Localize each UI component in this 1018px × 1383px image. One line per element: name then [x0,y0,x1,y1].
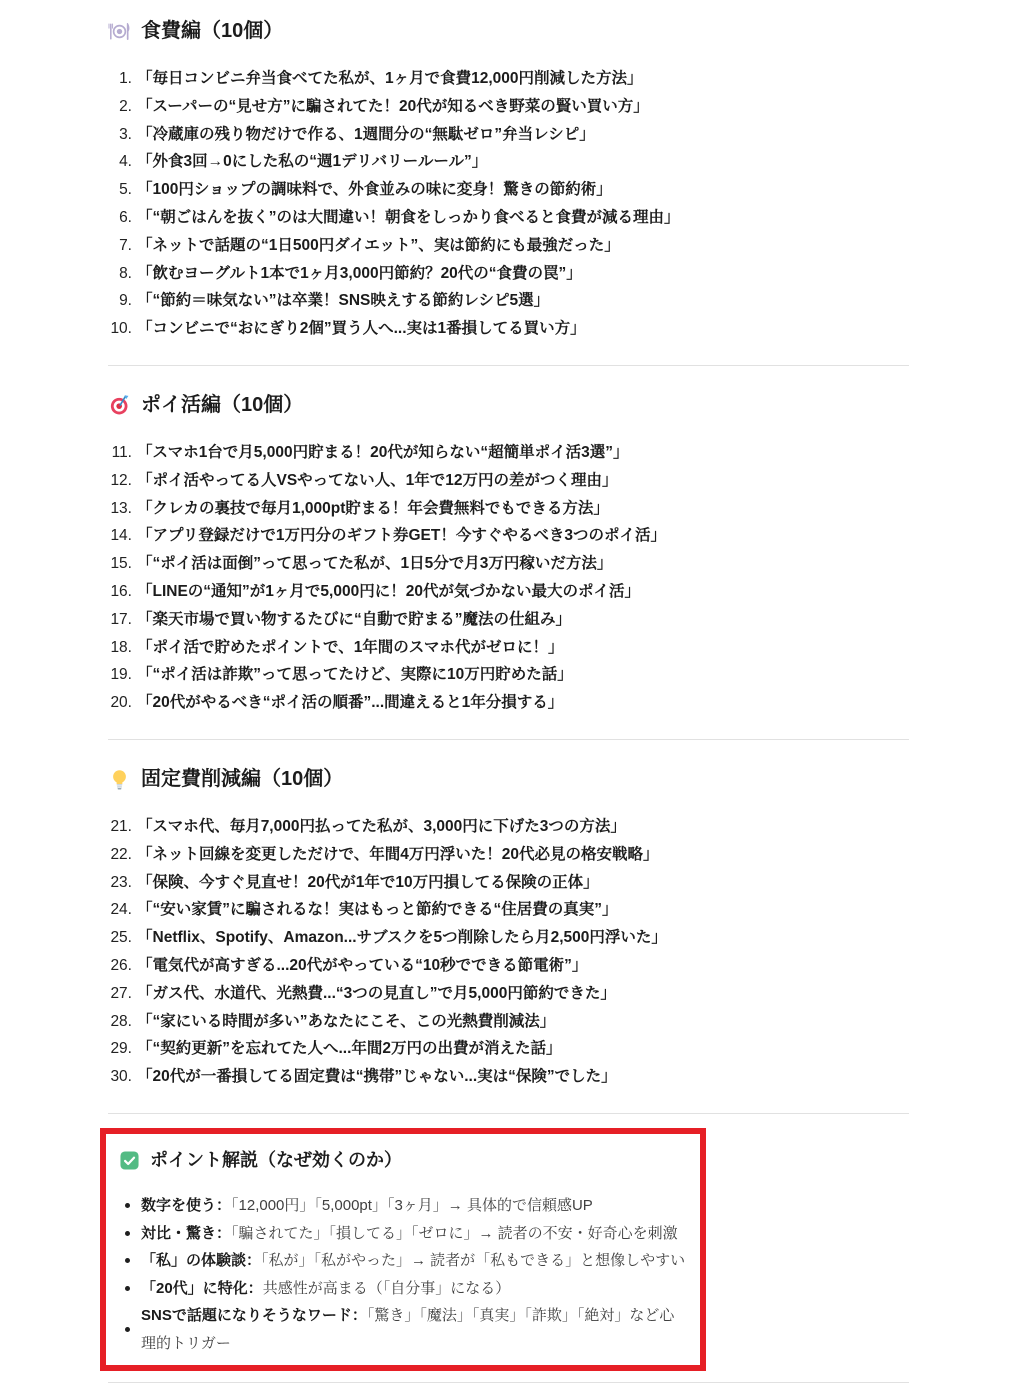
light-bulb-icon [108,768,131,791]
section-header [108,392,909,419]
item-text: 「ポイ活やってる人VSやってない人、1年で12万円の差がつく理由」 [137,471,618,489]
list-item [108,841,909,869]
fork-knife-plate-icon [108,20,131,43]
list-item [108,634,909,662]
item-text: 「電気代が高すぎる...20代がやっている“10秒でできる節電術”」 [137,956,588,974]
list-item [108,439,909,467]
list-item [108,148,909,176]
item-text: 「外食3回→0にした私の“週1デリバリールール”」 [137,153,488,171]
item-text: 「ネット回線を変更しただけで、年間4万円浮いた！20代必見の格安戦略」 [137,845,659,863]
list-item [108,1063,909,1091]
item-text: 「楽天市場で買い物するたびに“自動で貯まる”魔法の仕組み」 [137,610,572,628]
item-number: 19. [110,666,132,684]
highlight-header [119,1147,686,1174]
item-text: 「ポイ活で貯めたポイントで、1年間のスマホ代がゼロに！」 [137,638,564,656]
bullet-text: 「騙されてた」「損してる」「ゼロに」→ 読者の不安・好奇心を刺激 [231,1224,678,1242]
item-number: 1. [119,70,132,87]
item-number: 15. [110,555,132,573]
list-item [108,315,909,343]
item-text: 「LINEの“通知”が1ヶ月で5,000円に！20代が気づかない最大のポイ活」 [137,582,640,600]
bullet-item [125,1220,686,1248]
item-number: 11. [111,443,132,461]
list-item [108,896,909,924]
section-title: 食費編（10個） [141,20,284,42]
bullet-text: 「12,000円」「5,000pt」「3ヶ月」→ 具体的で信頼感UP [231,1196,593,1214]
item-number: 29. [110,1040,132,1058]
item-number: 25. [110,929,132,947]
item-text: 「冷蔵庫の残り物だけで作る、1週間分の“無駄ゼロ”弁当レシピ」 [137,125,595,143]
section-point-activity [108,366,909,739]
item-number: 2. [119,97,132,115]
item-text: 「飲むヨーグルト1本で1ヶ月3,000円節約？20代の“食費の罠”」 [137,264,582,282]
item-number: 6. [119,208,132,226]
item-number: 27. [110,984,132,1002]
item-number: 23. [110,873,132,891]
section-title: ポイ活編（10個） [141,393,304,416]
item-number: 8. [119,264,132,282]
item-text: 「“契約更新”を忘れてた人へ...年間2万円の出費が消えた話」 [137,1040,562,1058]
list-item [108,1008,909,1036]
item-number: 3. [119,125,132,143]
check-mark-icon [119,1150,140,1171]
title-list [108,813,909,1091]
item-text: 「クレカの裏技で毎月1,000pt貯まる！年会費無料でもできる方法」 [137,499,609,517]
item-number: 12. [110,471,132,489]
item-number: 4. [119,153,132,171]
item-text: 「保険、今すぐ見直せ！20代が1年で10万円損してる保険の正体」 [137,873,599,891]
section-fixed-costs [108,740,909,1113]
dart-target-icon [108,394,131,417]
bullet-label: SNSで話題になりそうなワード： [141,1307,367,1325]
item-number: 30. [110,1068,132,1086]
section-header [108,766,909,793]
item-number: 22. [110,845,132,863]
highlight-title: ポイント解説（なぜ効くのか） [150,1149,402,1170]
item-text: 「“ポイ活は面倒”って思ってた私が、1日5分で月3万円稼いだ方法」 [137,555,613,573]
item-number: 18. [110,638,132,656]
list-item [108,869,909,897]
bullet-label: 「私」の体験談： [141,1252,262,1270]
list-item [108,813,909,841]
list-item [108,661,909,689]
list-item [108,606,909,634]
bullet-item [125,1192,686,1220]
item-text: 「毎日コンビニ弁当食べてた私が、1ヶ月で食費12,000円削減した方法」 [137,70,643,87]
item-text: 「スマホ代、毎月7,000円払ってた私が、3,000円に下げた3つの方法」 [137,817,626,835]
item-number: 16. [110,582,132,600]
highlight-section [108,1114,909,1372]
item-text: 「ネットで話題の“1日500円ダイエット”、実は節約にも最強だった」 [137,236,620,254]
bullet-item [125,1275,686,1303]
bullet-item [125,1302,686,1357]
item-number: 10. [110,320,132,338]
list-item [108,121,909,149]
item-text: 「20代がやるべき“ポイ活の順番”...間違えると1年分損する」 [137,694,564,712]
section-title: 固定費削減編（10個） [141,767,344,790]
list-item [108,522,909,550]
item-text: 「アプリ登録だけで1万円分のギフト券GET！今すぐやるべき3つのポイ活」 [137,527,666,545]
item-text: 「“朝ごはんを抜く”のは大間違い！朝食をしっかり食べると食費が減る理由」 [137,208,680,226]
list-item [108,980,909,1008]
bullet-text: 共感性が高まる（「自分事」になる） [262,1279,511,1297]
bullet-dot-icon [125,1231,130,1236]
item-number: 26. [110,956,132,974]
item-text: 「“安い家賃”に騙されるな！実はもっと節約できる“住居費の真実”」 [137,901,618,919]
list-item [108,176,909,204]
bullet-label: 数字を使う： [141,1196,232,1214]
item-text: 「20代が一番損してる固定費は“携帯”じゃない...実は“保険”でした」 [137,1068,617,1086]
item-text: 「“家にいる時間が多い”あなたにこそ、この光熱費削減法」 [137,1012,556,1030]
section-header [108,18,909,45]
item-number: 20. [110,694,132,712]
list-item [108,65,909,93]
item-text: 「100円ショップの調味料で、外食並みの味に変身！驚きの節約術」 [137,181,612,199]
bullet-dot-icon [125,1203,130,1208]
list-item [108,952,909,980]
title-list [108,65,909,343]
list-item [108,93,909,121]
item-number: 21. [110,817,132,835]
bullet-label: 対比・驚き： [141,1224,232,1242]
bullet-label: 「20代」に特化： [141,1279,263,1297]
item-text: 「ガス代、水道代、光熱費...“3つの見直し”で月5,000円節約できた」 [137,984,616,1002]
list-item [108,578,909,606]
list-item [108,1035,909,1063]
item-number: 28. [110,1012,132,1030]
item-text: 「Netflix、Spotify、Amazon...サブスクを5つ削除したら月2,500円浮いた」 [137,929,667,947]
item-text: 「“ポイ活は詐欺”って思ってたけど、実際に10万円貯めた話」 [137,666,573,684]
bullet-text: 「私が」「私がやった」→ 読者が「私もできる」と想像しやすい [261,1252,686,1270]
item-number: 24. [110,901,132,919]
item-text: 「“節約＝味気ない”は卒業！SNS映えする節約レシピ5選」 [137,292,550,310]
list-item [108,467,909,495]
item-number: 17. [110,610,132,628]
item-number: 9. [119,292,132,310]
bullet-dot-icon [125,1286,130,1291]
highlight-annotation-box [100,1128,706,1372]
item-text: 「スーパーの“見せ方”に騙されてた！20代が知るべき野菜の賢い買い方」 [137,97,649,115]
bullet-text: 「驚き」「魔法」「真実」「詐欺」「絶対」など心理的トリガー [141,1307,675,1352]
bullet-dot-icon [125,1258,130,1263]
bullet-item [125,1247,686,1275]
title-list [108,439,909,717]
list-item [108,232,909,260]
bullet-dot-icon [125,1327,130,1332]
list-item [108,550,909,578]
list-item [108,689,909,717]
list-item [108,204,909,232]
item-number: 7. [119,236,132,254]
item-text: 「コンビニで“おにぎり2個”買う人へ...実は1番損してる買い方」 [137,320,586,338]
item-text: 「スマホ1台で月5,000円貯まる！20代が知らない“超簡単ポイ活3選”」 [137,443,629,461]
list-item [108,260,909,288]
list-item [108,287,909,315]
item-number: 5. [119,181,132,199]
explanation-list [119,1192,686,1358]
list-item [108,924,909,952]
section-food-costs [108,0,909,365]
item-number: 13. [110,499,132,517]
list-item [108,495,909,523]
item-number: 14. [110,527,132,545]
